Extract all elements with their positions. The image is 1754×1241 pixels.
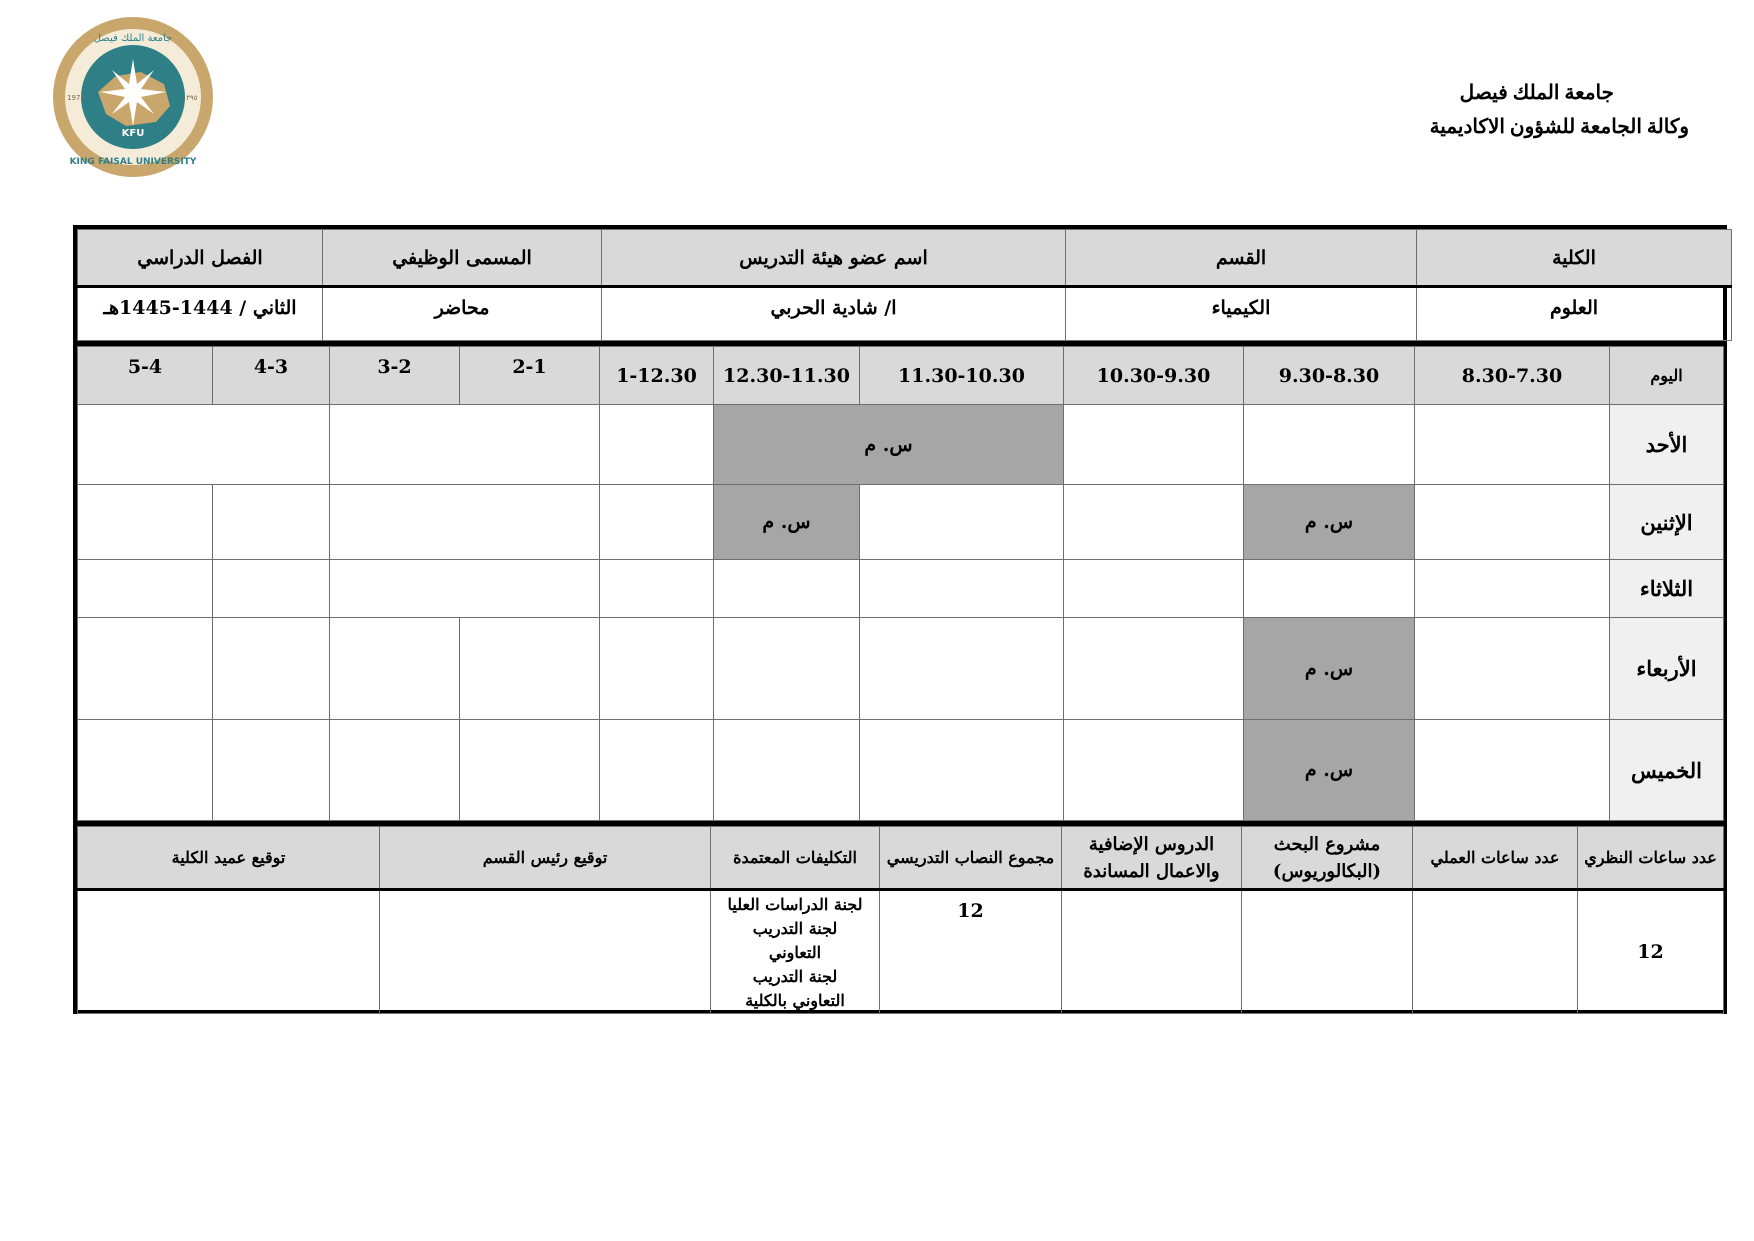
schedule-cell (330, 485, 600, 560)
schedule-cell (213, 485, 330, 560)
schedule-cell (1064, 485, 1244, 560)
schedule-cell (1064, 618, 1244, 720)
schedule-cell (600, 618, 714, 720)
logo-year-right: ١٣٩٥ (182, 94, 198, 102)
logo-arabic-text: جامعة الملك فيصل (93, 33, 173, 44)
semester-header: الفصل الدراسي (78, 230, 323, 287)
office-hours-cell: س. م (1244, 485, 1415, 560)
schedule-cell (330, 560, 600, 618)
research-project-header: مشروع البحث (البكالوريوس) (1242, 827, 1413, 890)
schedule-cell (78, 405, 330, 485)
schedule-cell (600, 720, 714, 821)
practical-hours-value (1413, 890, 1578, 1014)
day-row (78, 560, 1724, 618)
slot-header: 1-12.30 (600, 347, 714, 405)
extra-lessons-header: الدروس الإضافية والاعمال المساندة (1062, 827, 1242, 890)
logo-year-left: 1975 (67, 94, 85, 102)
day-row (78, 405, 1724, 485)
schedule-cell (1415, 405, 1610, 485)
assignment-item: لجنة الدراسات العليا (727, 895, 863, 914)
logo-abbrev: KFU (121, 128, 145, 139)
day-label: الثلاثاء (1610, 560, 1724, 618)
day-label: الأربعاء (1610, 618, 1724, 720)
department-header: القسم (1066, 230, 1417, 287)
faculty-member-header: اسم عضو هيئة التدريس (602, 230, 1066, 287)
dept-head-signature-header: توقيع رئيس القسم (380, 827, 711, 890)
day-row (78, 618, 1724, 720)
total-load-header: مجموع النصاب التدريسي (880, 827, 1062, 890)
dept-head-signature-cell (380, 890, 711, 1014)
college-header: الكلية (1417, 230, 1732, 287)
slot-header: 5-4 (78, 347, 213, 405)
schedule-cell (860, 720, 1064, 821)
slot-header: 9.30-8.30 (1244, 347, 1415, 405)
schedule-cell (1244, 560, 1415, 618)
dean-signature-cell (78, 890, 380, 1014)
university-name: جامعة الملك فيصل (1459, 82, 1614, 104)
schedule-cell (460, 720, 600, 821)
slot-header: 3-2 (330, 347, 460, 405)
assignment-item: التعاوني بالكلية (745, 991, 845, 1010)
job-title-value: محاضر (323, 287, 602, 341)
schedule-cell (714, 560, 860, 618)
job-title-header: المسمى الوظيفي (323, 230, 602, 287)
day-label: الخميس (1610, 720, 1724, 821)
assignment-item: التعاوني (768, 943, 822, 962)
research-project-value (1242, 890, 1413, 1014)
theory-hours-header: عدد ساعات النظري (1578, 827, 1724, 890)
schedule-cell (1415, 485, 1610, 560)
theory-hours-value: 12 (1578, 890, 1724, 1014)
semester-value: الثاني / 1444-1445هـ (78, 287, 323, 341)
teaching-load-summary-table (73, 822, 1727, 1014)
schedule-cell (78, 485, 213, 560)
day-label: الأحد (1610, 405, 1724, 485)
day-label: الإثنين (1610, 485, 1724, 560)
practical-hours-header: عدد ساعات العملي (1413, 827, 1578, 890)
document-header (1289, 76, 1689, 144)
logo-english-text: KING FAISAL UNIVERSITY (69, 157, 197, 167)
schedule-cell (1415, 560, 1610, 618)
schedule-cell (78, 560, 213, 618)
schedule-cell (1415, 618, 1610, 720)
college-value: العلوم (1417, 287, 1732, 341)
office-hours-cell: س. م (1244, 720, 1415, 821)
extra-lessons-value (1062, 890, 1242, 1014)
schedule-cell (213, 560, 330, 618)
assignments-list (711, 890, 880, 1014)
university-logo (46, 14, 220, 180)
schedule-cell (78, 720, 213, 821)
schedule-cell (330, 720, 460, 821)
department-value: الكيمياء (1066, 287, 1417, 341)
schedule-cell (78, 618, 213, 720)
day-row (78, 720, 1724, 821)
schedule-cell (460, 618, 600, 720)
day-column-header: اليوم (1610, 347, 1724, 405)
schedule-cell (1415, 720, 1610, 821)
schedule-cell (600, 405, 714, 485)
schedule-cell (213, 720, 330, 821)
dean-signature-header: توقيع عميد الكلية (78, 827, 380, 890)
office-hours-cell: س. م (714, 485, 860, 560)
weekly-schedule-table (73, 342, 1727, 825)
schedule-cell (1064, 405, 1244, 485)
slot-header: 8.30-7.30 (1415, 347, 1610, 405)
schedule-cell (1064, 560, 1244, 618)
assignments-header: التكليفات المعتمدة (711, 827, 880, 890)
schedule-cell (330, 405, 600, 485)
schedule-cell (600, 560, 714, 618)
slot-header: 10.30-9.30 (1064, 347, 1244, 405)
slot-header: 12.30-11.30 (714, 347, 860, 405)
schedule-cell (860, 618, 1064, 720)
slot-header: 11.30-10.30 (860, 347, 1064, 405)
faculty-info-table (73, 225, 1727, 345)
schedule-cell (213, 618, 330, 720)
schedule-cell (714, 720, 860, 821)
day-row (78, 485, 1724, 560)
faculty-member-value: ا/ شادية الحربي (602, 287, 1066, 341)
schedule-cell (600, 485, 714, 560)
schedule-cell (1064, 720, 1244, 821)
assignment-item: لجنة التدريب (752, 967, 838, 986)
assignment-item: لجنة التدريب (752, 919, 838, 938)
agency-name: وكالة الجامعة للشؤون الاكاديمية (1429, 116, 1689, 138)
schedule-cell (1244, 405, 1415, 485)
total-load-value: 12 (880, 890, 1062, 1014)
slot-header: 2-1 (460, 347, 600, 405)
slot-header: 4-3 (213, 347, 330, 405)
office-hours-cell: س. م (714, 405, 1064, 485)
office-hours-cell: س. م (1244, 618, 1415, 720)
schedule-cell (860, 560, 1064, 618)
schedule-cell (714, 618, 860, 720)
schedule-cell (330, 618, 460, 720)
schedule-cell (860, 485, 1064, 560)
